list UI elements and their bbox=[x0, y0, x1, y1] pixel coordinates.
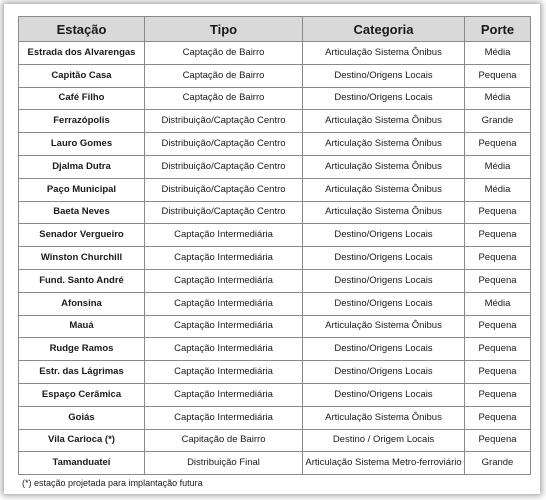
categoria-cell: Destino/Origens Locais bbox=[303, 269, 465, 292]
station-cell: Tamanduateí bbox=[19, 452, 145, 475]
tipo-cell: Distribuição/Captação Centro bbox=[145, 110, 303, 133]
porte-cell: Pequena bbox=[465, 361, 531, 384]
table-row bbox=[19, 383, 531, 406]
table-row bbox=[19, 338, 531, 361]
categoria-cell: Destino/Origens Locais bbox=[303, 292, 465, 315]
categoria-cell: Destino/Origens Locais bbox=[303, 224, 465, 247]
porte-cell: Média bbox=[465, 178, 531, 201]
porte-cell: Pequena bbox=[465, 64, 531, 87]
station-cell: Paço Municipal bbox=[19, 178, 145, 201]
tipo-cell: Captação Intermediária bbox=[145, 247, 303, 270]
tipo-cell: Captação Intermediária bbox=[145, 383, 303, 406]
stations-table bbox=[18, 16, 531, 475]
station-cell: Fund. Santo André bbox=[19, 269, 145, 292]
porte-cell: Pequena bbox=[465, 315, 531, 338]
station-cell: Estr. das Lágrimas bbox=[19, 361, 145, 384]
table-row bbox=[19, 247, 531, 270]
station-cell: Afonsina bbox=[19, 292, 145, 315]
table-row bbox=[19, 452, 531, 475]
station-cell: Lauro Gomes bbox=[19, 133, 145, 156]
tipo-cell: Captação Intermediária bbox=[145, 315, 303, 338]
station-cell: Baeta Neves bbox=[19, 201, 145, 224]
porte-cell: Grande bbox=[465, 452, 531, 475]
tipo-cell: Captação Intermediária bbox=[145, 269, 303, 292]
tipo-cell: Distribuição/Captação Centro bbox=[145, 155, 303, 178]
porte-cell: Pequena bbox=[465, 338, 531, 361]
tipo-cell: Distribuição Final bbox=[145, 452, 303, 475]
table-row bbox=[19, 42, 531, 65]
porte-cell: Pequena bbox=[465, 429, 531, 452]
header-tipo: Tipo bbox=[145, 17, 303, 42]
table-row bbox=[19, 110, 531, 133]
station-cell: Goiás bbox=[19, 406, 145, 429]
categoria-cell: Articulação Sistema Ônibus bbox=[303, 110, 465, 133]
table-row bbox=[19, 224, 531, 247]
table-row bbox=[19, 429, 531, 452]
porte-cell: Pequena bbox=[465, 269, 531, 292]
tipo-cell: Distribuição/Captação Centro bbox=[145, 133, 303, 156]
tipo-cell: Captação de Bairro bbox=[145, 64, 303, 87]
station-cell: Espaço Cerâmica bbox=[19, 383, 145, 406]
station-cell: Vila Carioca (*) bbox=[19, 429, 145, 452]
categoria-cell: Destino / Origem Locais bbox=[303, 429, 465, 452]
categoria-cell: Destino/Origens Locais bbox=[303, 361, 465, 384]
station-cell: Djalma Dutra bbox=[19, 155, 145, 178]
categoria-cell: Destino/Origens Locais bbox=[303, 247, 465, 270]
categoria-cell: Destino/Origens Locais bbox=[303, 383, 465, 406]
table-row bbox=[19, 292, 531, 315]
categoria-cell: Destino/Origens Locais bbox=[303, 87, 465, 110]
categoria-cell: Articulação Sistema Ônibus bbox=[303, 178, 465, 201]
table-row bbox=[19, 269, 531, 292]
station-cell: Winston Churchill bbox=[19, 247, 145, 270]
categoria-cell: Articulação Sistema Ônibus bbox=[303, 201, 465, 224]
porte-cell: Pequena bbox=[465, 383, 531, 406]
station-cell: Estrada dos Alvarengas bbox=[19, 42, 145, 65]
table-row bbox=[19, 201, 531, 224]
station-cell: Rudge Ramos bbox=[19, 338, 145, 361]
document-frame bbox=[4, 4, 540, 494]
porte-cell: Média bbox=[465, 292, 531, 315]
footnote: (*) estação projetada para implantação futura bbox=[22, 478, 203, 488]
porte-cell: Pequena bbox=[465, 133, 531, 156]
categoria-cell: Articulação Sistema Metro-ferroviário bbox=[303, 452, 465, 475]
tipo-cell: Capitação de Bairro bbox=[145, 429, 303, 452]
table-row bbox=[19, 315, 531, 338]
header-categoria: Categoria bbox=[303, 17, 465, 42]
station-cell: Capitão Casa bbox=[19, 64, 145, 87]
tipo-cell: Captação Intermediária bbox=[145, 224, 303, 247]
porte-cell: Grande bbox=[465, 110, 531, 133]
table-body bbox=[19, 42, 531, 475]
tipo-cell: Captação Intermediária bbox=[145, 361, 303, 384]
station-cell: Ferrazópolis bbox=[19, 110, 145, 133]
station-cell: Senador Vergueiro bbox=[19, 224, 145, 247]
tipo-cell: Distribuição/Captação Centro bbox=[145, 178, 303, 201]
tipo-cell: Captação Intermediária bbox=[145, 338, 303, 361]
station-cell: Café Filho bbox=[19, 87, 145, 110]
tipo-cell: Distribuição/Captação Centro bbox=[145, 201, 303, 224]
categoria-cell: Destino/Origens Locais bbox=[303, 338, 465, 361]
tipo-cell: Captação Intermediária bbox=[145, 406, 303, 429]
station-cell: Mauá bbox=[19, 315, 145, 338]
table-row bbox=[19, 406, 531, 429]
porte-cell: Pequena bbox=[465, 224, 531, 247]
header-porte: Porte bbox=[465, 17, 531, 42]
categoria-cell: Articulação Sistema Ônibus bbox=[303, 42, 465, 65]
table-row bbox=[19, 178, 531, 201]
porte-cell: Média bbox=[465, 155, 531, 178]
porte-cell: Pequena bbox=[465, 201, 531, 224]
tipo-cell: Captação Intermediária bbox=[145, 292, 303, 315]
categoria-cell: Articulação Sistema Ônibus bbox=[303, 155, 465, 178]
porte-cell: Média bbox=[465, 87, 531, 110]
table-row bbox=[19, 64, 531, 87]
table-row bbox=[19, 87, 531, 110]
table-row bbox=[19, 361, 531, 384]
table-header-row bbox=[19, 17, 531, 42]
porte-cell: Pequena bbox=[465, 247, 531, 270]
table-row bbox=[19, 133, 531, 156]
categoria-cell: Destino/Origens Locais bbox=[303, 64, 465, 87]
porte-cell: Pequena bbox=[465, 406, 531, 429]
categoria-cell: Articulação Sistema Ônibus bbox=[303, 133, 465, 156]
categoria-cell: Articulação Sistema Ônibus bbox=[303, 315, 465, 338]
porte-cell: Média bbox=[465, 42, 531, 65]
table-row bbox=[19, 155, 531, 178]
categoria-cell: Articulação Sistema Ônibus bbox=[303, 406, 465, 429]
tipo-cell: Captação de Bairro bbox=[145, 87, 303, 110]
header-estacao: Estação bbox=[19, 17, 145, 42]
tipo-cell: Captação de Bairro bbox=[145, 42, 303, 65]
